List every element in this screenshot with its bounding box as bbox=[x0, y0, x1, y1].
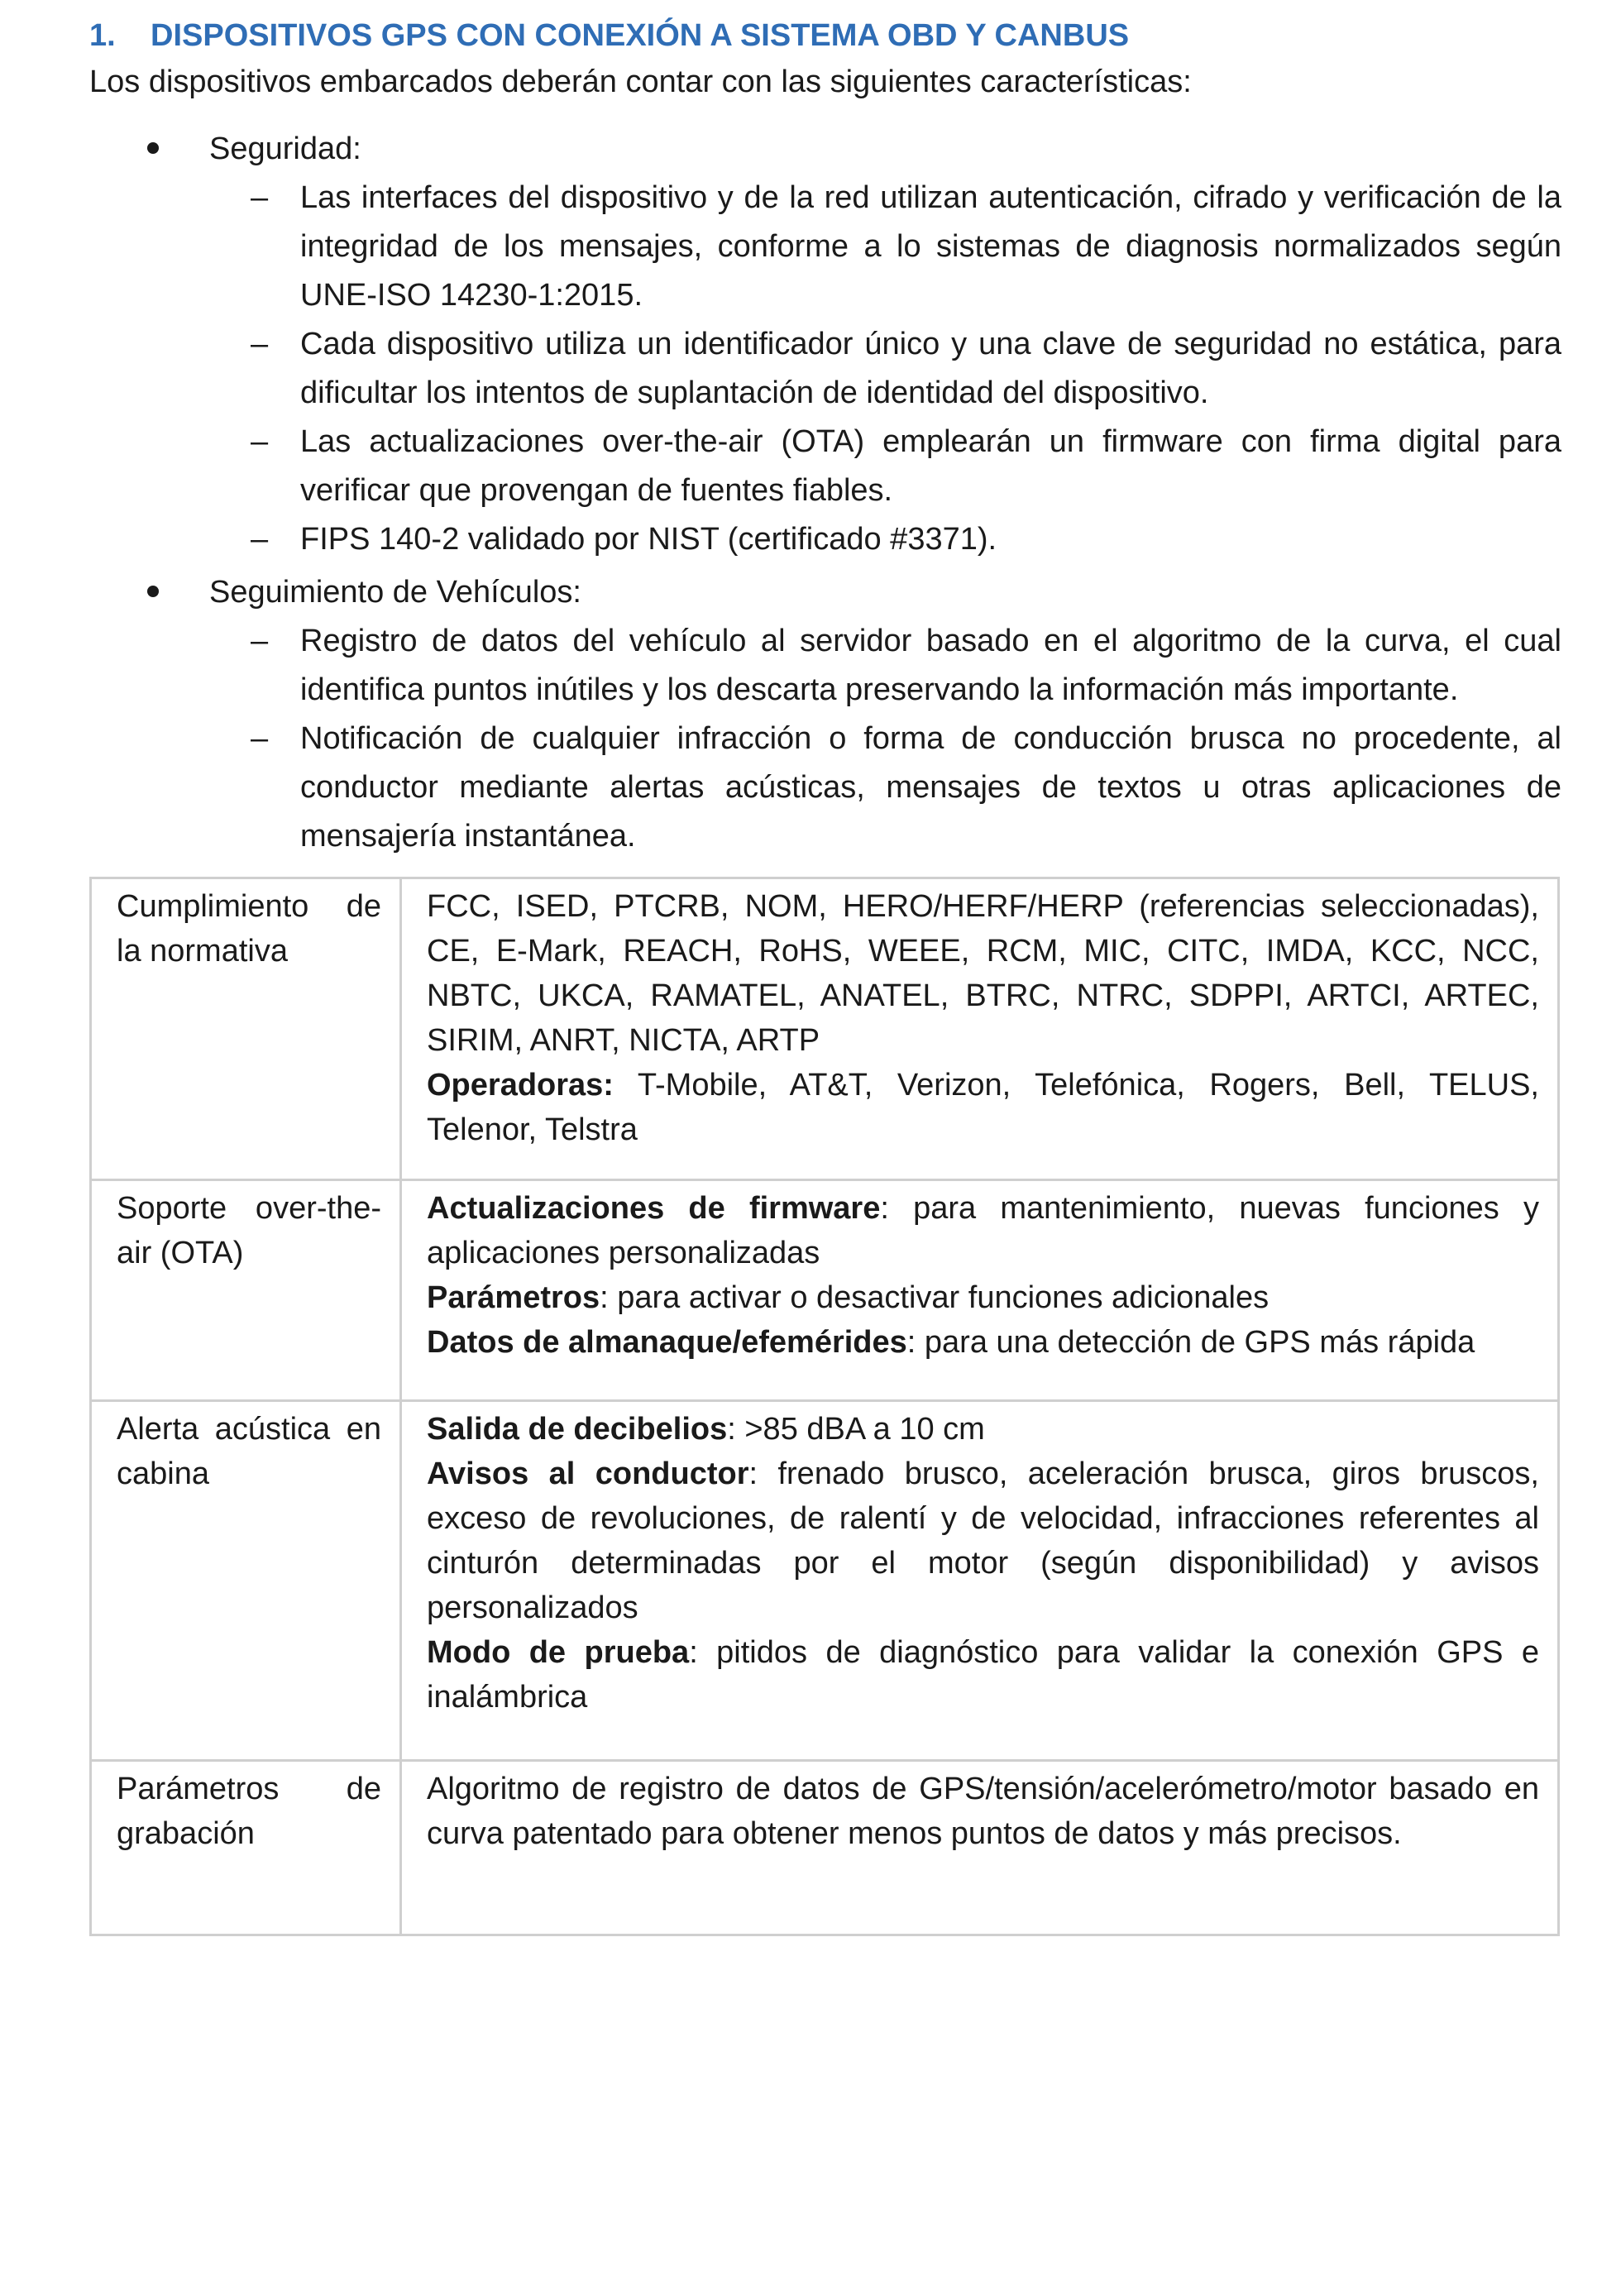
feature-list bbox=[89, 124, 1561, 861]
table-row bbox=[91, 1180, 1559, 1401]
intro-paragraph: Los dispositivos embarcados deberán contar con las siguientes características: bbox=[89, 65, 1192, 99]
bullet-icon bbox=[147, 142, 159, 154]
heading-number: 1. bbox=[89, 18, 116, 53]
table-row bbox=[91, 878, 1559, 1180]
dash-icon: – bbox=[251, 721, 269, 756]
row-value bbox=[401, 878, 1559, 1180]
bullet-icon bbox=[147, 586, 159, 597]
list-item: – Notificación de cualquier infracción o forma de conducción brusca no procedente, al conductor mediante alertas acústicas, mensajes de textos u otras aplicaciones de mensajería instantánea. bbox=[209, 715, 1561, 861]
operators-label: Operadoras: bbox=[427, 1068, 614, 1103]
section-heading bbox=[89, 15, 1561, 56]
almanac-label: Datos de almanaque/efemérides bbox=[427, 1325, 907, 1360]
bullet-security bbox=[89, 124, 1561, 564]
params-label: Parámetros bbox=[427, 1280, 600, 1315]
bullet-title: Seguridad: bbox=[209, 132, 361, 166]
tracking-sublist bbox=[209, 617, 1561, 861]
compliance-list: FCC, ISED, PTCRB, NOM, HERO/HERF/HERP (referencias seleccionadas), CE, E-Mark, REACH, RoHS, WEEE, RCM, MIC, CITC, IMDA, KCC, NCC, NBTC, UKCA, RAMATEL, ANATEL, BTRC, NTRC, SDPPI, ARTCI, ARTEC, SIRIM, ANRT, NICTA, ARTP bbox=[427, 889, 1539, 1058]
table-row bbox=[91, 1401, 1559, 1761]
operators-text: T-Mobile, AT&T, Verizon, Telefónica, Rogers, Bell, TELUS, Telenor, Telstra bbox=[427, 1068, 1539, 1147]
dash-icon: – bbox=[251, 624, 269, 658]
list-item: – Las interfaces del dispositivo y de la red utilizan autenticación, cifrado y verificación de la integridad de los mensajes, conforme a lo sistemas de diagnosis normalizados según UNE-ISO 14230-1:2015. bbox=[209, 174, 1561, 320]
row-label: Soporte over-the-air (OTA) bbox=[91, 1180, 401, 1401]
row-value: Salida de decibelios: >85 dBA a 10 cm Avisos al conductor: frenado brusco, aceleración brusca, giros bruscos, exceso de revoluciones, de ralentí y de velocidad, infracciones referentes al cinturón determinadas por el motor (según disponibilidad) y avisos personalizados Modo de prueba: pitidos de diagnóstico para validar la conexión GPS e inalámbrica bbox=[401, 1401, 1559, 1761]
row-value: Algoritmo de registro de datos de GPS/tensión/acelerómetro/motor basado en curva patentado para obtener menos puntos de datos y más precisos. bbox=[401, 1761, 1559, 1935]
heading-title: DISPOSITIVOS GPS CON CONEXIÓN A SISTEMA OBD Y CANBUS bbox=[151, 18, 1130, 53]
dash-icon: – bbox=[251, 180, 269, 215]
bullet-tracking bbox=[89, 567, 1561, 861]
bullet-title: Seguimiento de Vehículos: bbox=[209, 575, 581, 610]
row-label: Parámetros de grabación bbox=[91, 1761, 401, 1935]
security-sublist bbox=[209, 174, 1561, 564]
row-label: Cumplimiento de la normativa bbox=[91, 878, 401, 1180]
list-item: – Registro de datos del vehículo al servidor basado en el algoritmo de la curva, el cual identifica puntos inútiles y los descarta preservando la información más importante. bbox=[209, 617, 1561, 715]
row-label: Alerta acústica en cabina bbox=[91, 1401, 401, 1761]
list-item: – FIPS 140-2 validado por NIST (certificado #3371). bbox=[209, 515, 1561, 564]
dash-icon: – bbox=[251, 327, 269, 361]
row-value: Actualizaciones de firmware: para mantenimiento, nuevas funciones y aplicaciones personalizadas Parámetros: para activar o desactivar funciones adicionales Datos de almanaque/efemérides: para una detección de GPS más rápida bbox=[401, 1180, 1559, 1401]
list-item: – Cada dispositivo utiliza un identificador único y una clave de seguridad no estática, para dificultar los intentos de suplantación de identidad del dispositivo. bbox=[209, 320, 1561, 418]
table-row bbox=[91, 1761, 1559, 1935]
operators-line bbox=[427, 1063, 1539, 1152]
list-item: – Las actualizaciones over-the-air (OTA) emplearán un firmware con firma digital para verificar que provengan de fuentes fiables. bbox=[209, 418, 1561, 515]
dash-icon: – bbox=[251, 424, 269, 459]
test-label: Modo de prueba bbox=[427, 1635, 690, 1670]
specifications-table bbox=[89, 877, 1560, 1936]
document-page bbox=[89, 15, 1561, 864]
firmware-label: Actualizaciones de firmware bbox=[427, 1191, 881, 1226]
dash-icon: – bbox=[251, 522, 269, 557]
driver-label: Avisos al conductor bbox=[427, 1457, 749, 1491]
decibel-label: Salida de decibelios bbox=[427, 1412, 728, 1447]
